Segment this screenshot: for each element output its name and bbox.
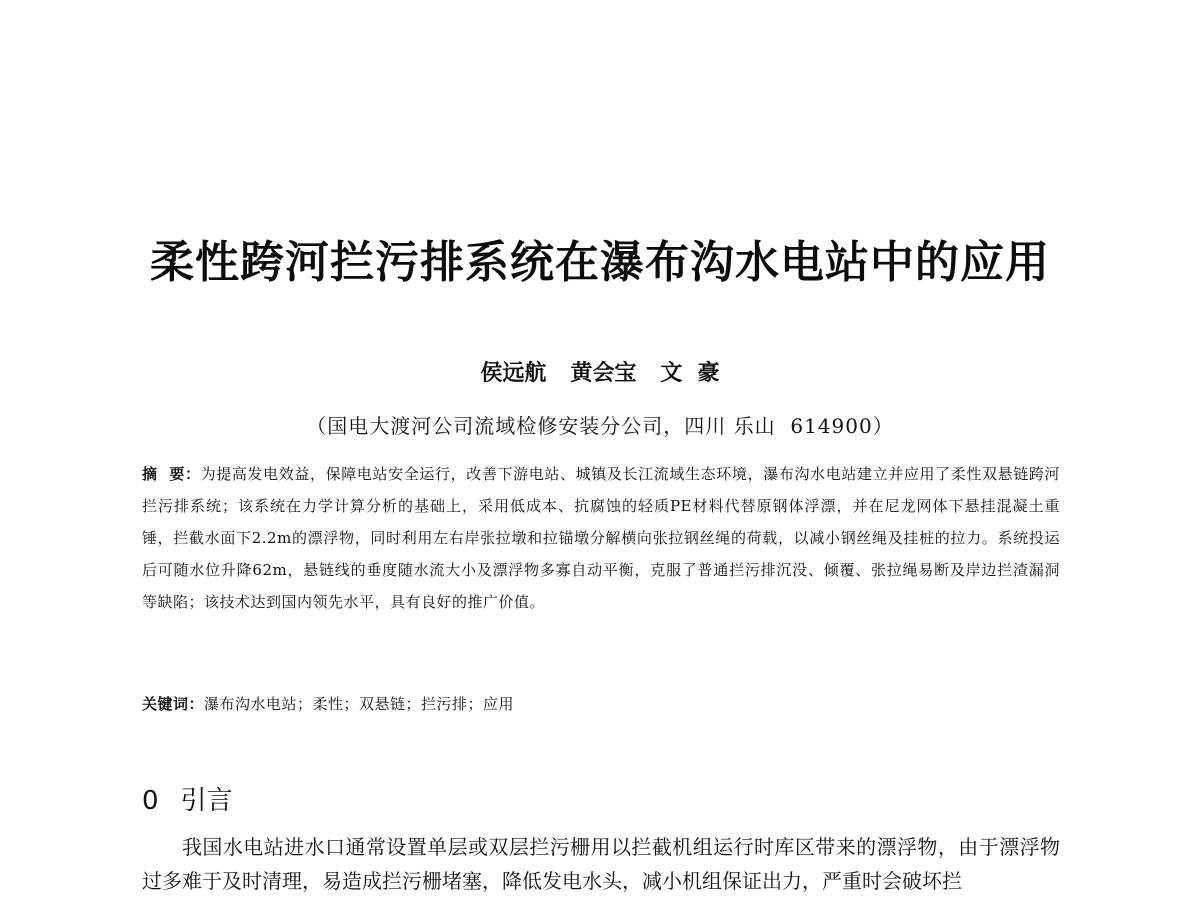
section-heading — [142, 780, 233, 817]
abstract-text: 为提高发电效益，保障电站安全运行，改善下游电站、城镇及长江流域生态环境，瀑布沟水电站建立并应用了柔性双悬链跨河拦污排系统；该系统在力学计算分析的基础上，采用低成本、抗腐蚀的轻质PE材料代替原钢体浮漂，并在尼龙网体下悬挂混凝土重锤，拦截水面下2.2m的漂浮物，同时利用左右岸张拉墩和拉锚墩分解横向张拉钢丝绳的荷载，以减小钢丝绳及挂桩的拉力。系统投运后可随水位升降62m，悬链线的垂度随水流大小及漂浮物多寡自动平衡，克服了普通拦污排沉没、倾覆、张拉绳易断及岸边拦渣漏洞等缺陷；该技术达到国内领先水平，具有良好的推广价值。 — [142, 465, 1060, 611]
keywords-label: 关键词： — [142, 695, 205, 713]
body-paragraph: 我国水电站进水口通常设置单层或双层拦污栅用以拦截机组运行时库区带来的漂浮物，由于漂浮物过多难于及时清理，易造成拦污栅堵塞，降低发电水头，减小机组保证出力，严重时会破坏拦 — [142, 835, 1060, 893]
keywords — [142, 690, 1060, 718]
author-name: 文 豪 — [660, 360, 720, 386]
paper-title: 柔性跨河拦污排系统在瀑布沟水电站中的应用 — [150, 237, 1050, 288]
section-title: 引言 — [180, 786, 233, 816]
author-name: 黄会宝 — [570, 360, 637, 386]
abstract — [142, 458, 1060, 618]
abstract-label: 摘 要： — [142, 465, 201, 483]
author-list — [0, 356, 1200, 387]
author-affiliation: （国电大渡河公司流域检修安装分公司，四川 乐山 614900） — [306, 414, 894, 438]
author-name: 侯远航 — [480, 360, 547, 386]
section-number: 0 — [142, 786, 159, 816]
keywords-text: 瀑布沟水电站；柔性；双悬链；拦污排；应用 — [204, 695, 515, 713]
